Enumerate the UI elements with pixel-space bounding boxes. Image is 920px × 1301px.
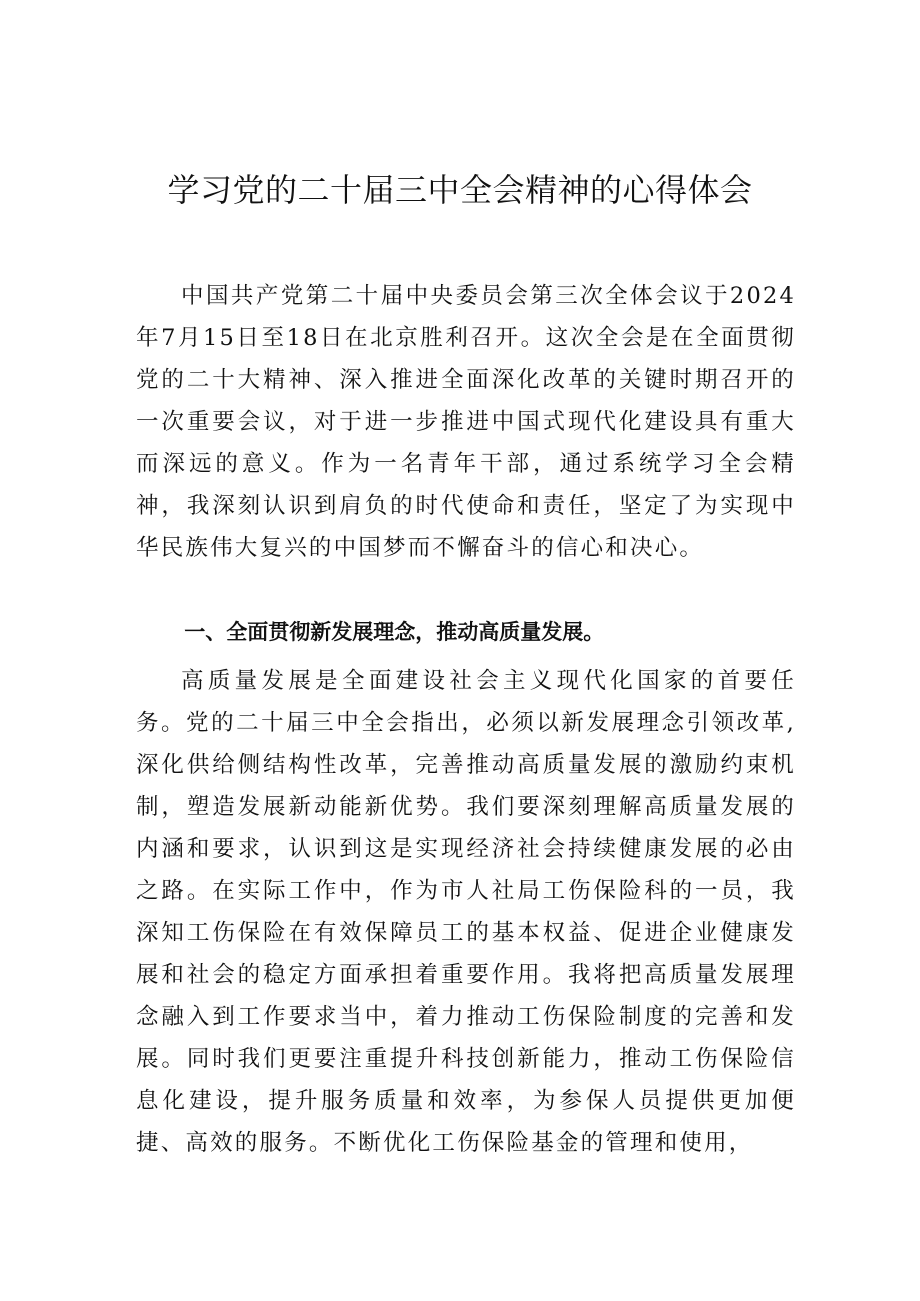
document-title: 学习党的二十届三中全会精神的心得体会	[167, 171, 753, 209]
section-paragraph: 高质量发展是全面建设社会主义现代化国家的首要任务。党的二十届三中全会指出，必须以新发展理念引领改革,深化供给侧结构性改革，完善推动高质量发展的激励约束机制，塑造发展新动能新优势。我们要深刻理解高质量发展的内涵和要求，认识到这是实现经济社会持续健康发展的必由之路。在实际工作中，作为市人社局工伤保险科的一员，我深知工伤保险在有效保障员工的基本权益、促进企业健康发展和社会的稳定方面承担着重要作用。我将把高质量发展理念融入到工作要求当中，着力推动工伤保险制度的完善和发展。同时我们更要注重提升科技创新能力，推动工伤保险信息化建设，提升服务质量和效率，为参保人员提供更加便捷、高效的服务。不断优化工伤保险基金的管理和使用，	[136, 668, 796, 1156]
intro-paragraph: 中国共产党第二十届中央委员会第三次全体会议于2024年7月15日至18日在北京胜利召开。这次全会是在全面贯彻党的二十大精神、深入推进全面深化改革的关键时期召开的一次重要会议，对于进一步推进中国式现代化建设具有重大而深远的意义。作为一名青年干部，通过系统学习全会精神，我深刻认识到肩负的时代使命和责任，坚定了为实现中华民族伟大复兴的中国梦而不懈奋斗的信心和决心。	[136, 283, 796, 561]
section-heading: 一、全面贯彻新发展理念，推动高质量发展。	[184, 620, 605, 644]
